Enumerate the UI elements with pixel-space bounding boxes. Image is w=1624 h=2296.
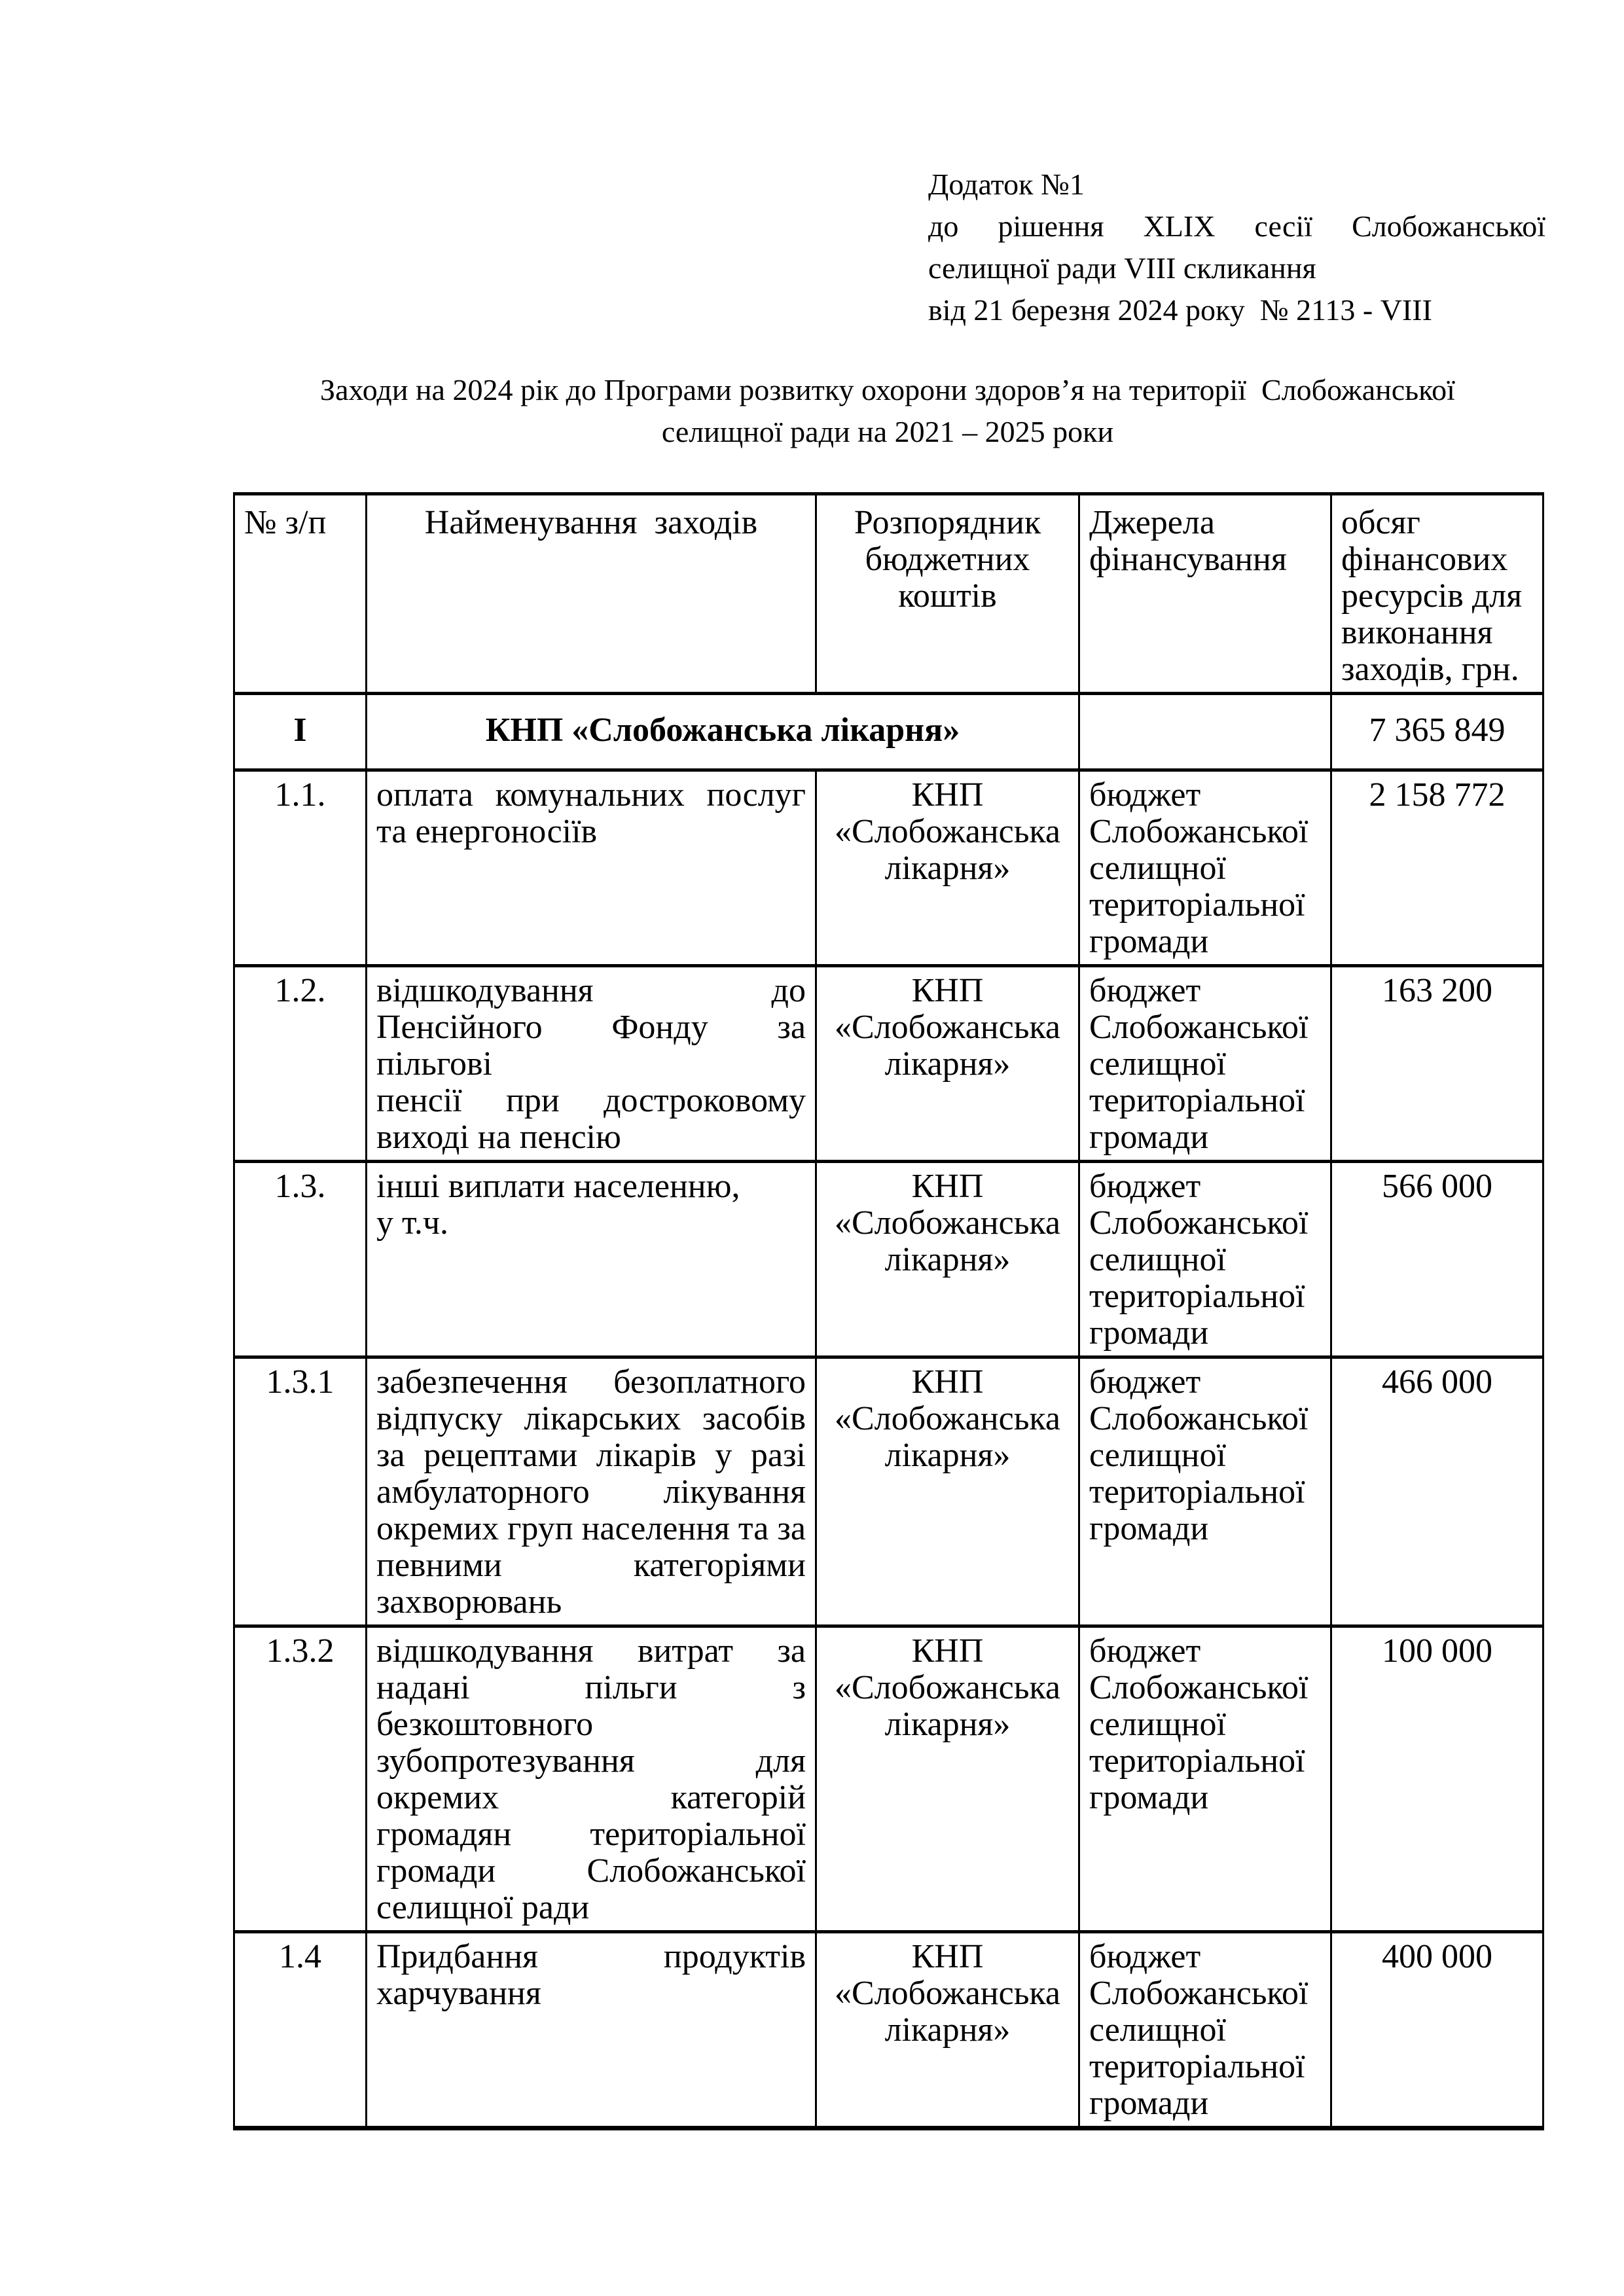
text-line: окремих категорій bbox=[376, 1779, 806, 1816]
text-line: та енергоносіїв bbox=[376, 813, 598, 850]
text-line: оплата комунальних послуг bbox=[376, 776, 806, 814]
text-line: ресурсів для bbox=[1341, 577, 1523, 615]
text-line: харчування bbox=[376, 1975, 541, 2012]
appendix-line: Додаток №1 bbox=[928, 168, 1085, 201]
text-line: селищної bbox=[1089, 1706, 1226, 1743]
text-line: заходів, грн. bbox=[1341, 651, 1519, 688]
text-line: обсяг bbox=[1341, 504, 1420, 541]
text-line: Слобожанської bbox=[1089, 1204, 1308, 1242]
text-line: «Слобожанська bbox=[835, 813, 1060, 850]
row-amount bbox=[1331, 1357, 1543, 1626]
row-name bbox=[367, 1162, 816, 1357]
text-line: 163 200 bbox=[1382, 972, 1492, 1009]
text-line: фінансування bbox=[1089, 541, 1287, 578]
row-source bbox=[1079, 1162, 1331, 1357]
row-amount bbox=[1331, 1932, 1543, 2128]
document-title bbox=[233, 369, 1542, 453]
text-line: 400 000 bbox=[1382, 1938, 1492, 1975]
text-line: лікарня» bbox=[884, 1437, 1011, 1474]
text-line: громади Слобожанської bbox=[376, 1852, 806, 1890]
text-line: 466 000 bbox=[1382, 1363, 1492, 1401]
text-line: лікарня» bbox=[884, 1706, 1011, 1743]
text-line: 566 000 bbox=[1382, 1168, 1492, 1205]
text-line: селищної bbox=[1089, 1045, 1226, 1083]
text-line: окремих груп населення та за bbox=[376, 1510, 806, 1547]
section-row bbox=[234, 694, 1543, 770]
text-line: селищної bbox=[1089, 2011, 1226, 2049]
text-line: громади bbox=[1089, 1119, 1209, 1156]
measures-table bbox=[233, 492, 1544, 2130]
text-line: КНП bbox=[911, 972, 984, 1009]
text-line: лікарня» bbox=[884, 2011, 1011, 2049]
text-line: Найменування заходів bbox=[424, 504, 758, 541]
text-line: бюджет bbox=[1089, 1632, 1201, 1670]
table-header-row bbox=[234, 494, 1543, 694]
text-line: 100 000 bbox=[1382, 1632, 1492, 1670]
text-line: бюджет bbox=[1089, 1938, 1201, 1975]
row-source bbox=[1079, 966, 1331, 1162]
row-amount bbox=[1331, 966, 1543, 1162]
row-amount bbox=[1331, 1162, 1543, 1357]
table-row bbox=[234, 1626, 1543, 1932]
text-line: КНП bbox=[911, 1632, 984, 1670]
text-line: лікарня» bbox=[884, 1045, 1011, 1083]
section-source-empty bbox=[1079, 694, 1331, 770]
section-name bbox=[367, 694, 1079, 770]
text-line: бюджетних bbox=[865, 541, 1030, 578]
text-line: у т.ч. bbox=[376, 1204, 448, 1242]
text-line: селищної bbox=[1089, 1437, 1226, 1474]
text-line: 1.2. bbox=[274, 972, 326, 1009]
text-line: Пенсійного Фонду за пільгові bbox=[376, 1009, 814, 1083]
row-manager bbox=[816, 966, 1079, 1162]
text-line: захворювань bbox=[376, 1583, 562, 1621]
row-amount bbox=[1331, 1626, 1543, 1932]
text-line: Слобожанської bbox=[1089, 1669, 1308, 1706]
text-line: безкоштовного bbox=[376, 1706, 594, 1743]
text-line: лікарня» bbox=[884, 1241, 1011, 1278]
text-line: відпуску лікарських засобів bbox=[376, 1400, 806, 1437]
text-line: відшкодування до bbox=[376, 972, 806, 1009]
header-source bbox=[1079, 494, 1331, 694]
text-line: 1.3.1 bbox=[266, 1363, 334, 1401]
text-line: громади bbox=[1089, 1314, 1209, 1352]
table-row bbox=[234, 1162, 1543, 1357]
text-line: виході на пенсію bbox=[376, 1119, 621, 1156]
text-line: інші виплати населенню, bbox=[376, 1168, 740, 1205]
text-line: «Слобожанська bbox=[835, 1400, 1060, 1437]
text-line: громади bbox=[1089, 1510, 1209, 1547]
text-line: територіальної bbox=[1089, 886, 1305, 924]
text-line: бюджет bbox=[1089, 1168, 1201, 1205]
text-line: «Слобожанська bbox=[835, 1009, 1060, 1046]
row-num bbox=[234, 966, 367, 1162]
text-line: територіальної bbox=[1089, 1082, 1305, 1119]
row-manager bbox=[816, 1626, 1079, 1932]
row-manager bbox=[816, 1357, 1079, 1626]
row-num bbox=[234, 1357, 367, 1626]
text-line: КНП bbox=[911, 1363, 984, 1401]
text-line: № з/п bbox=[244, 504, 327, 541]
text-line: Слобожанської bbox=[1089, 813, 1308, 850]
text-line: громади bbox=[1089, 2085, 1209, 2122]
text-line: 2 158 772 bbox=[1369, 776, 1506, 814]
row-num bbox=[234, 1626, 367, 1932]
row-num bbox=[234, 1932, 367, 2128]
text-line: бюджет bbox=[1089, 776, 1201, 814]
text-line: КНП «Слобожанська лікарня» bbox=[485, 711, 960, 749]
text-line: амбулаторного лікування bbox=[376, 1473, 806, 1511]
row-source bbox=[1079, 1626, 1331, 1932]
text-line: 1.3. bbox=[274, 1168, 326, 1205]
text-line: громадян територіальної bbox=[376, 1816, 806, 1853]
text-line: селищної bbox=[1089, 1241, 1226, 1278]
text-line: 7 365 849 bbox=[1369, 711, 1506, 749]
text-line: Слобожанської bbox=[1089, 1009, 1308, 1046]
text-line: лікарня» bbox=[884, 850, 1011, 887]
text-line: бюджет bbox=[1089, 1363, 1201, 1401]
title-line: Заходи на 2024 рік до Програми розвитку охорони здоров’я на території Слобожанської bbox=[320, 373, 1455, 406]
text-line: «Слобожанська bbox=[835, 1669, 1060, 1706]
text-line: зубопротезування для bbox=[376, 1742, 806, 1780]
table-row bbox=[234, 1932, 1543, 2128]
header-manager bbox=[816, 494, 1079, 694]
text-line: територіальної bbox=[1089, 2048, 1305, 2085]
row-name bbox=[367, 770, 816, 966]
row-manager bbox=[816, 1162, 1079, 1357]
text-line: бюджет bbox=[1089, 972, 1201, 1009]
table-row bbox=[234, 966, 1543, 1162]
row-source bbox=[1079, 770, 1331, 966]
row-name bbox=[367, 1932, 816, 2128]
text-line: забезпечення безоплатного bbox=[376, 1363, 806, 1401]
text-line: виконання bbox=[1341, 614, 1493, 651]
text-line: надані пільги з bbox=[376, 1669, 806, 1706]
text-line: «Слобожанська bbox=[835, 1204, 1060, 1242]
row-name bbox=[367, 1357, 816, 1626]
row-manager bbox=[816, 1932, 1079, 2128]
text-line: «Слобожанська bbox=[835, 1975, 1060, 2012]
text-line: Джерела bbox=[1089, 504, 1215, 541]
text-line: КНП bbox=[911, 1938, 984, 1975]
text-line: за рецептами лікарів у разі bbox=[376, 1437, 806, 1474]
row-source bbox=[1079, 1357, 1331, 1626]
text-line: територіальної bbox=[1089, 1742, 1305, 1780]
header-amount bbox=[1331, 494, 1543, 694]
section-amount bbox=[1331, 694, 1543, 770]
text-line: громади bbox=[1089, 923, 1209, 960]
text-line: 1.1. bbox=[274, 776, 326, 814]
row-num bbox=[234, 1162, 367, 1357]
table-row bbox=[234, 1357, 1543, 1626]
section-num bbox=[234, 694, 367, 770]
text-line: 1.4 bbox=[279, 1938, 321, 1975]
header-name bbox=[367, 494, 816, 694]
text-line: Розпорядник bbox=[854, 504, 1041, 541]
title-line: селищної ради на 2021 – 2025 роки bbox=[661, 415, 1114, 448]
text-line: певними категоріями bbox=[376, 1547, 806, 1584]
text-line: КНП bbox=[911, 776, 984, 814]
appendix-line: від 21 березня 2024 року № 2113 - VIII bbox=[928, 293, 1432, 327]
row-amount bbox=[1331, 770, 1543, 966]
appendix-reference bbox=[928, 164, 1545, 331]
header-num bbox=[234, 494, 367, 694]
text-line: КНП bbox=[911, 1168, 984, 1205]
text-line: територіальної bbox=[1089, 1278, 1305, 1315]
text-line: 1.3.2 bbox=[266, 1632, 334, 1670]
text-line: Слобожанської bbox=[1089, 1975, 1308, 2012]
table-row bbox=[234, 770, 1543, 966]
text-line: коштів bbox=[898, 577, 997, 615]
text-line: відшкодування витрат за bbox=[376, 1632, 806, 1670]
appendix-line: селищної ради VIII скликання bbox=[928, 251, 1316, 285]
text-line: селищної ради bbox=[376, 1889, 590, 1926]
row-source bbox=[1079, 1932, 1331, 2128]
text-line: пенсії при достроковому bbox=[376, 1082, 806, 1119]
row-manager bbox=[816, 770, 1079, 966]
appendix-line: до рішення XLIX сесії Слобожанської bbox=[928, 209, 1545, 243]
text-line: фінансових bbox=[1341, 541, 1508, 578]
text-line: територіальної bbox=[1089, 1473, 1305, 1511]
text-line: громади bbox=[1089, 1779, 1209, 1816]
text-line: Слобожанської bbox=[1089, 1400, 1308, 1437]
row-name bbox=[367, 1626, 816, 1932]
text-line: I bbox=[293, 711, 307, 749]
row-num bbox=[234, 770, 367, 966]
row-name bbox=[367, 966, 816, 1162]
text-line: Придбання продуктів bbox=[376, 1938, 806, 1975]
text-line: селищної bbox=[1089, 850, 1226, 887]
